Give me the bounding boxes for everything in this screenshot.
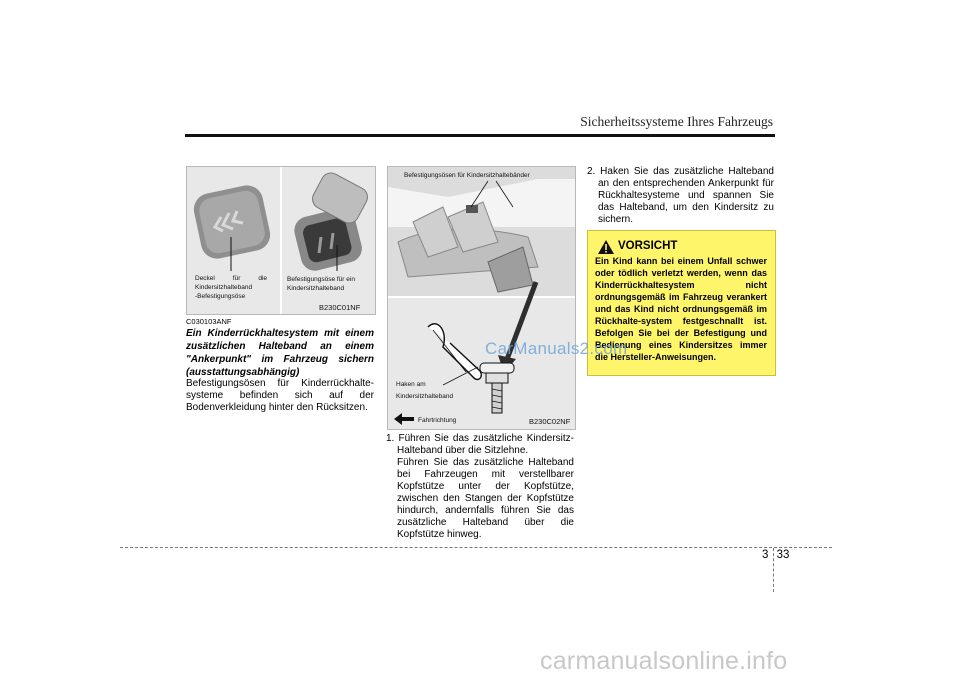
- step-1-detail: Führen Sie das zusätzliche Halteband bei Fahrzeugen mit verstellbarer Kopfstütze unter der Kopfstütze, zwischen den Stangen der Kopfstütze hindurch, andernfalls führen Sie das zusätzliche Halteband über die Kopfstütze hinweg.: [397, 457, 574, 540]
- figure-anchor-cover: [186, 166, 376, 315]
- site-watermark: carmanualsonline.info: [540, 647, 788, 675]
- figure-tether-anchor: [387, 166, 576, 430]
- warning-text: Ein Kind kann bei einem Unfall schwer oder tödlich verletzt werden, wenn das Kinderrückhaltesystem nicht ordnungsgemäß im Fahrzeug verankert und das Kind nicht ordnungsgemäß im Rückhalte-system festgeschnallt ist. Befolgen Sie bei der Befestigung und Bedienung eines Kindersitzes immer die Hersteller-Anweisungen.: [595, 256, 767, 362]
- section-heading: Ein Kinderrückhaltesystem mit einem zusätzlichen Halteband an einem "Ankerpunkt" im Fahrzeug sichern (ausstattungsabhängig): [186, 328, 374, 378]
- figure-code: B230C01NF: [319, 303, 361, 312]
- warning-title: VORSICHT: [618, 240, 678, 252]
- page-number-value: 33: [776, 549, 790, 561]
- step-1: 1. Führen Sie das zusätzliche Kindersitz-Halteband über die Sitzlehne.: [386, 433, 574, 456]
- footer-rule: [120, 547, 832, 548]
- chapter-number: 3: [762, 549, 769, 561]
- figure-code: B230C02NF: [529, 417, 571, 426]
- cover-label: Deckel für die: [195, 275, 267, 282]
- direction-label: Fahrtrichtung: [418, 417, 457, 424]
- closed-cover-icon: [191, 182, 273, 271]
- hook-label: Haken am Kindersitzhalteband: [396, 381, 454, 400]
- anchor-points-label: Befestigungsösen für Kindersitzhaltebänder: [404, 172, 530, 179]
- anchor-label: Befestigungsöse für ein Kindersitzhalteband: [287, 276, 355, 292]
- page-number: [762, 549, 789, 561]
- section-header-title: Sicherheitssysteme Ihres Fahrzeugs: [580, 114, 773, 129]
- warning-triangle-icon: [598, 240, 614, 254]
- section-paragraph: Befestigungsösen für Kinderrückhalte-systeme befinden sich auf der Bodenverkleidung hinter den Rücksitzen.: [186, 378, 374, 413]
- step-2: 2. Haken Sie das zusätzliche Halteband an den entsprechenden Ankerpunkt für Rückhaltesysteme und spannen Sie das Halteband, um den Kindersitz zu sichern.: [587, 166, 774, 225]
- open-cover-icon: [291, 169, 371, 273]
- header-rule: [185, 134, 775, 137]
- cover-label-line2: Kindersitzhalteband -Befestigungsöse: [195, 284, 253, 300]
- section-code: C030103ANF: [186, 317, 232, 326]
- direction-arrow-icon: [394, 413, 414, 425]
- watermark: CarManuals2.com: [485, 339, 628, 358]
